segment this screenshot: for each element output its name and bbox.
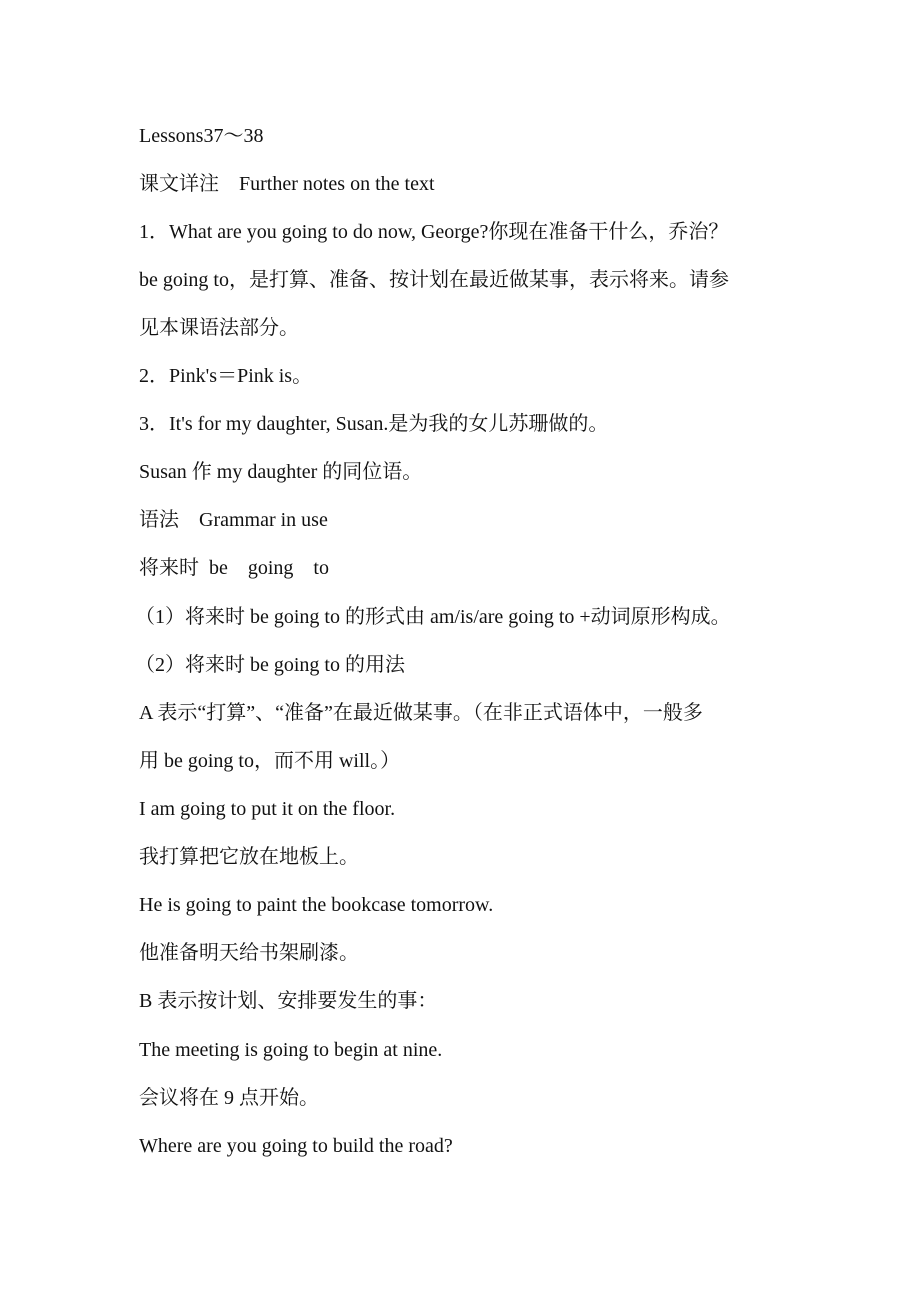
- note-1-explanation-line-1: be going to，是打算、准备、按计划在最近做某事，表示将来。请参: [139, 269, 729, 291]
- note-1-explanation-line-2: 见本课语法部分。: [139, 317, 299, 339]
- note-3-explanation: Susan 作 my daughter 的同位语。: [139, 461, 423, 483]
- note-1: 1．What are you going to do now, George?你现在准备干什么，乔治？: [139, 221, 729, 243]
- section-heading-notes: 课文详注 Further notes on the text: [139, 173, 435, 195]
- example-3-english: The meeting is going to begin at nine.: [139, 1039, 443, 1061]
- example-2-english: He is going to paint the bookcase tomorrow.: [139, 894, 494, 916]
- example-2-chinese: 他准备明天给书架刷漆。: [139, 942, 359, 964]
- section-heading-grammar: 语法 Grammar in use: [139, 509, 328, 531]
- example-4-english: Where are you going to build the road?: [139, 1135, 453, 1157]
- note-3: 3．It's for my daughter, Susan.是为我的女儿苏珊做的。: [139, 413, 609, 435]
- example-1-chinese: 我打算把它放在地板上。: [139, 846, 359, 868]
- note-2: 2．Pink's＝Pink is。: [139, 365, 313, 387]
- grammar-point-1: （1）将来时 be going to 的形式由 am/is/are going to +动词原形构成。: [135, 606, 731, 628]
- usage-a-line-2: 用 be going to，而不用 will。）: [139, 750, 401, 772]
- usage-a-line-1: A 表示“打算”、“准备”在最近做某事。（在非正式语体中，一般多: [139, 702, 703, 724]
- example-1-english: I am going to put it on the floor.: [139, 798, 396, 820]
- lesson-title: Lessons37～38: [139, 125, 264, 147]
- grammar-point-2: （2）将来时 be going to 的用法: [135, 654, 405, 676]
- example-3-chinese: 会议将在 9 点开始。: [139, 1087, 319, 1109]
- grammar-topic: 将来时 be going to: [139, 557, 329, 579]
- usage-b: B 表示按计划、安排要发生的事：: [139, 990, 438, 1012]
